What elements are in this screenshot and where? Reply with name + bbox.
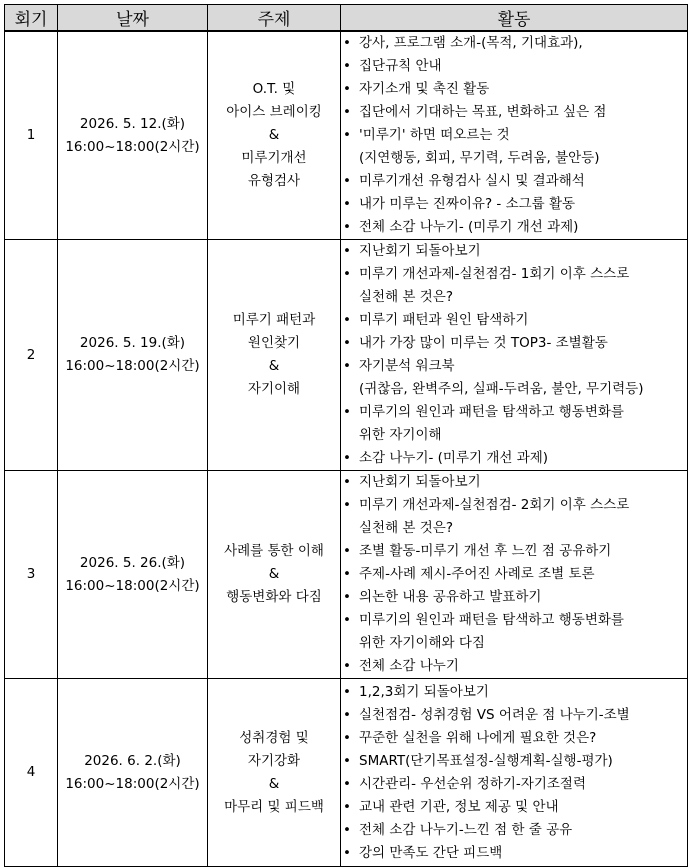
session-topic bbox=[208, 679, 341, 867]
activity-list bbox=[341, 681, 687, 865]
activity-item: • 집단에서 기대하는 목표, 변화하고 싶은 점 bbox=[341, 101, 687, 124]
activity-item: • 조별 활동-미루기 개선 후 느낀 점 공유하기 bbox=[341, 540, 687, 563]
topic-line: 원인찾기 bbox=[247, 335, 301, 351]
time-text: 16:00~18:00(2시간) bbox=[65, 358, 200, 374]
session-date bbox=[58, 471, 208, 679]
activity-item: • 미루기개선 유형검사 실시 및 결과해석 bbox=[341, 170, 687, 193]
topic-line: 성취경험 및 bbox=[239, 729, 309, 746]
session-date bbox=[58, 679, 208, 867]
session-activities bbox=[341, 679, 688, 867]
activity-item-continuation: (귀찮음, 완벽주의, 실패-두려움, 불안, 무기력등) bbox=[359, 381, 644, 397]
topic-line: & bbox=[268, 775, 280, 792]
activity-item: • 주제-사례 제시-주어진 사례로 조별 토론 bbox=[341, 563, 687, 586]
program-schedule-table bbox=[4, 4, 688, 867]
activity-item: • 지난회기 되돌아보기 bbox=[341, 240, 687, 263]
time-text: 16:00~18:00(2시간) bbox=[65, 775, 200, 792]
topic-line: 마무리 및 피드백 bbox=[224, 798, 324, 815]
activity-item: • 강사, 프로그램 소개-(목적, 기대효과), bbox=[341, 32, 687, 55]
activity-list bbox=[341, 471, 687, 678]
session-date bbox=[58, 240, 208, 471]
date-text: 2026. 5. 12.(화) bbox=[79, 115, 186, 132]
activity-item-continuation: 실천해 본 것은? bbox=[359, 289, 453, 305]
activity-item: • 전체 소감 나누기 bbox=[341, 655, 687, 678]
activity-item: • 꾸준한 실천을 위해 나에게 필요한 것은? bbox=[341, 727, 687, 750]
activity-item-continuation: (지연행동, 회피, 무기력, 두려움, 불안등) bbox=[359, 150, 600, 166]
topic-line: 행동변화와 다짐 bbox=[226, 589, 322, 605]
header-row bbox=[5, 5, 688, 32]
activity-item-continuation: 위한 자기이해와 다짐 bbox=[359, 635, 485, 651]
activity-item: • 의논한 내용 공유하고 발표하기 bbox=[341, 586, 687, 609]
schedule-body bbox=[5, 31, 688, 867]
activity-item: • '미루기' 하면 떠오르는 것 bbox=[341, 124, 687, 147]
topic-line: O.T. 및 bbox=[252, 81, 296, 97]
activity-item: • 전체 소감 나누기- (미루기 개선 과제) bbox=[341, 216, 687, 239]
session-number: 1 bbox=[5, 31, 58, 240]
header-session: 회기 bbox=[5, 5, 58, 32]
activity-item: • 내가 가장 많이 미루는 것 TOP3- 조별활동 bbox=[341, 332, 687, 355]
topic-line: 자기강화 bbox=[247, 752, 301, 769]
activity-list bbox=[341, 240, 687, 470]
activity-item: • 지난회기 되돌아보기 bbox=[341, 471, 687, 494]
activity-item: • 자기분석 워크북 bbox=[341, 355, 687, 378]
time-text: 16:00~18:00(2시간) bbox=[65, 577, 200, 594]
table-row bbox=[5, 31, 688, 240]
activity-item: • 강의 만족도 간단 피드백 bbox=[341, 842, 687, 865]
activity-list bbox=[341, 32, 687, 239]
topic-line: 아이스 브레이킹 bbox=[226, 104, 322, 120]
activity-item: • 미루기의 원인과 패턴을 탐색하고 행동변화를 bbox=[341, 401, 687, 424]
session-date bbox=[58, 31, 208, 240]
activity-item-continuation: 위한 자기이해 bbox=[359, 427, 442, 443]
topic-line: 미루기개선 bbox=[241, 150, 307, 166]
time-text: 16:00~18:00(2시간) bbox=[65, 138, 200, 155]
activity-item: • 전체 소감 나누기-느낀 점 한 줄 공유 bbox=[341, 819, 687, 842]
session-activities bbox=[341, 31, 688, 240]
date-text: 2026. 5. 26.(화) bbox=[79, 554, 186, 571]
activity-item: • 소감 나누기- (미루기 개선 과제) bbox=[341, 447, 687, 470]
session-number: 2 bbox=[5, 240, 58, 471]
table-row bbox=[5, 471, 688, 679]
activity-item: • 내가 미루는 진짜이유? - 소그룹 활동 bbox=[341, 193, 687, 216]
activity-item: • SMART(단기목표설정-실행계획-실행-평가) bbox=[341, 750, 687, 773]
topic-line: 유형검사 bbox=[247, 173, 301, 189]
activity-item: • 실천점검- 성취경험 VS 어려운 점 나누기-조별 bbox=[341, 704, 687, 727]
date-text: 2026. 6. 2.(화) bbox=[84, 752, 181, 769]
session-number: 4 bbox=[5, 679, 58, 867]
activity-item: • 1,2,3회기 되돌아보기 bbox=[341, 681, 687, 704]
activity-item: • 집단규칙 안내 bbox=[341, 55, 687, 78]
activity-item: • 미루기 패턴과 원인 탐색하기 bbox=[341, 309, 687, 332]
session-topic bbox=[208, 471, 341, 679]
session-activities bbox=[341, 240, 688, 471]
table-row bbox=[5, 240, 688, 471]
session-number: 3 bbox=[5, 471, 58, 679]
activity-item: • 자기소개 및 촉진 활동 bbox=[341, 78, 687, 101]
activity-item: • 시간관리- 우선순위 정하기-자기조절력 bbox=[341, 773, 687, 796]
header-topic: 주제 bbox=[208, 5, 341, 32]
activity-item-continuation: 실천해 본 것은? bbox=[359, 520, 453, 536]
topic-line: & bbox=[268, 127, 280, 143]
topic-line: & bbox=[268, 358, 280, 374]
session-activities bbox=[341, 471, 688, 679]
activity-item: • 미루기 개선과제-실천점검- 1회기 이후 스스로 bbox=[341, 263, 687, 286]
activity-item: • 교내 관련 기관, 정보 제공 및 안내 bbox=[341, 796, 687, 819]
session-topic bbox=[208, 31, 341, 240]
activity-item: • 미루기의 원인과 패턴을 탐색하고 행동변화를 bbox=[341, 609, 687, 632]
topic-line: 사례를 통한 이해 bbox=[224, 543, 324, 559]
topic-line: 미루기 패턴과 bbox=[232, 312, 316, 328]
table-row bbox=[5, 679, 688, 867]
activity-item: • 미루기 개선과제-실천점검- 2회기 이후 스스로 bbox=[341, 494, 687, 517]
topic-line: & bbox=[268, 566, 280, 582]
header-activities: 활동 bbox=[341, 5, 688, 32]
session-topic bbox=[208, 240, 341, 471]
date-text: 2026. 5. 19.(화) bbox=[79, 335, 186, 351]
topic-line: 자기이해 bbox=[247, 381, 301, 397]
header-date: 날짜 bbox=[58, 5, 208, 32]
